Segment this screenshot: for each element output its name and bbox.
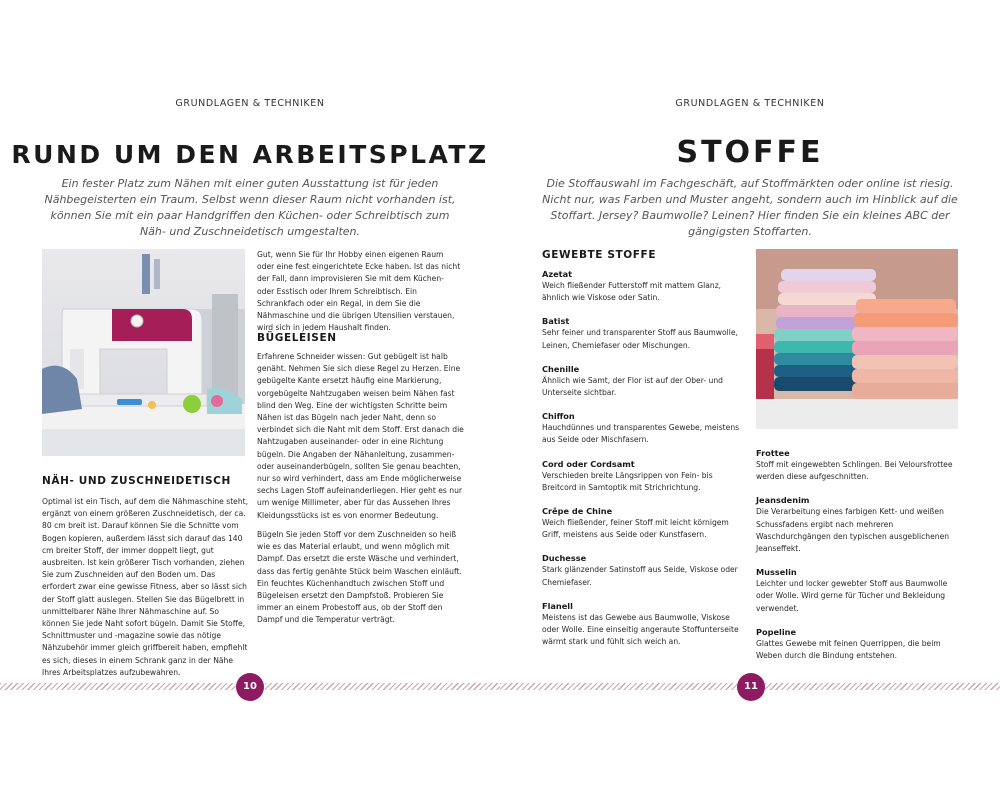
paragraph-naeh-und-zuschneidetisch: Optimal ist ein Tisch, auf dem die Nähmaschine steht, ergänzt von einem größeren Zuschneidetisch, der ca. 80 cm breit ist. Darauf können Sie die Schnitte vom Bogen kopieren, außerdem lässt sich darauf das 140 cm breiter Stoff, der immer doppelt liegt, gut ausbreiten. Ist kein größerer Tisch vorhanden, ziehen Sie zum Zuschneiden auf den Boden um. Das erfordert zwar eine gewisse Fitness, aber so lässt sich der Stoff glatt auslegen. Stellen Sie das Bügelbrett in unmittelbarer Nähe Ihrer Nähmaschine auf. So können Sie jede Naht sofort bügeln. Damit Sie Stoffe, Schnittmuster und -magazine sowie das nötige Nähzubehör immer gleich griffbereit haben, empfiehlt es sich, dieses in einem Schrank ganz in der Nähe Ihres Arbeitsplatzes aufzubewahren. xyxy=(42,497,249,677)
fabric-entry xyxy=(542,315,742,351)
fabric-entry xyxy=(542,505,742,541)
fabric-definition: Stoff mit eingewebten Schlingen. Bei Veloursfrottee werden diese aufgeschnitten. xyxy=(756,460,953,482)
fabric-list-col2 xyxy=(756,447,961,673)
heading-gewebte-stoffe: GEWEBTE STOFFE xyxy=(542,249,657,261)
fabric-definition: Sehr feiner und transparenter Stoff aus Baumwolle, Leinen, Chemiefaser oder Mischungen. xyxy=(542,328,738,350)
fabric-term: Popeline xyxy=(756,626,797,637)
paragraph-buegeleisen-2: Bügeln Sie jeden Stoff vor dem Zuschneiden so heiß wie es das Material erlaubt, und wenn möglich mit Dampf. Das ersetzt die erste Wäsche und verhindert, dass das fertig genähte Stück beim Waschen einläuft. Ein feuchtes Küchenhandtuch zwischen Stoff und Bügeleisen ersetzt den Dampfstoß. Probieren Sie immer an einem Probestoff aus, ob der Stoff den Dampf und die Temperatur verträgt. xyxy=(257,530,462,625)
fabric-stack-illustration xyxy=(756,249,958,429)
heading-buegeleisen: BÜGELEISEN xyxy=(257,332,337,344)
fabric-entry xyxy=(542,268,742,304)
fabric-term: Flanell xyxy=(542,600,573,611)
section-label-left: GRUNDLAGEN & TECHNIKEN xyxy=(175,98,325,109)
footer-stripe-right-2 xyxy=(765,683,1000,690)
fabric-term: Cord oder Cordsamt xyxy=(542,458,635,469)
fabric-stack-photo xyxy=(756,249,958,429)
footer-stripe-right xyxy=(500,683,737,690)
paragraph-eigener-raum: Gut, wenn Sie für Ihr Hobby einen eigenen Raum oder eine fest eingerichtete Ecke haben. Ist das nicht der Fall, dann improvisieren Sie mit dem Küchen- oder Esstisch oder Ihrem Schreibtisch. Ein Schrankfach oder ein Regal, in dem Sie die Nähmaschine und die übrigen Utensilien verstauen, wird sich in jedem Haushalt finden. xyxy=(257,250,461,333)
fabric-term: Azetat xyxy=(542,269,573,279)
intro-right: Die Stoffauswahl im Fachgeschäft, auf Stoffmärkten oder online ist riesig. Nicht nur, was Farben und Muster angeht, sondern auch im Hinblick auf die Stoffart. Jersey? Baumwolle? Leinen? Hier finden Sie ein kleines ABC der gängigsten Stoffarten. xyxy=(542,177,958,238)
page-number-left: 10 xyxy=(236,673,264,701)
fabric-term: Duchesse xyxy=(542,553,587,564)
fabric-definition: Weich fließender Futterstoff mit mattem Glanz, ähnlich wie Viskose oder Satin. xyxy=(542,281,722,303)
page-title-left: RUND UM DEN ARBEITSPLATZ xyxy=(11,140,489,169)
fabric-pile-right xyxy=(852,299,958,399)
fabric-entry xyxy=(542,363,742,399)
footer-stripe-left xyxy=(0,683,236,690)
fabric-list-col1 xyxy=(542,268,742,659)
right-page xyxy=(500,0,1000,800)
fabric-term: Crêpe de Chine xyxy=(542,506,613,517)
fabric-term: Jeansdenim xyxy=(756,495,810,506)
fabric-term: Chenille xyxy=(542,363,580,374)
fabric-term: Chiffon xyxy=(542,411,575,422)
fabric-entry xyxy=(756,566,961,615)
fabric-entry xyxy=(542,410,742,446)
fabric-entry xyxy=(542,458,742,494)
fabric-definition: Stark glänzender Satinstoff aus Seide, Viskose oder Chemiefaser. xyxy=(542,565,738,587)
fabric-definition: Weich fließender, feiner Stoff mit leicht körnigem Griff, meistens aus Seide oder Kunstfasern. xyxy=(542,518,729,540)
fabric-entry xyxy=(756,626,961,662)
page-number-right: 11 xyxy=(737,673,765,701)
fabric-definition: Die Verarbeitung eines farbigen Kett- und weißen Schussfadens ergibt nach mehreren Waschdurchgängen den typischen ausgeblichenen Jeanseffekt. xyxy=(756,507,950,554)
footer-stripe-left-2 xyxy=(265,683,500,690)
fabric-definition: Ähnlich wie Samt, der Flor ist auf der Ober- und Unterseite sichtbar. xyxy=(542,375,723,398)
fabric-entry xyxy=(756,494,961,555)
fabric-entry xyxy=(756,447,961,483)
fabric-term: Musselin xyxy=(756,567,797,578)
fabric-entry xyxy=(542,552,742,588)
paragraph-buegeleisen-1: Erfahrene Schneider wissen: Gut gebügelt ist halb genäht. Nehmen Sie sich diese Regel zu Herzen. Eine gebügelte Kante ersetzt häufig eine Markierung, vorgebügelte Nahtzugaben weisen beim Nähen fast blind den Weg. Eine der wichtigsten Schritte beim Nähen ist das Bügeln nach jeder Naht, denn so verbindet sich die Naht mit dem Stoff. Erst danach die Nahtzugaben auseinander- oder in eine Richtung bügeln. Die Angaben der Nähanleitung, zusammen- oder auseinanderbügeln, sollten Sie genau beachten, nur so wird verhindert, dass am Ende möglicherweise sechs Lagen Stoff aufeinanderliegen. Hier geht es nur um wenige Millimeter, aber für das Aussehen Ihres Kleidungsstücks ist es von enormer Bedeutung. xyxy=(257,352,464,520)
fabric-definition: Hauchdünnes und transparentes Gewebe, meistens aus Seide oder Mischfasern. xyxy=(542,423,740,445)
sewing-machine-photo xyxy=(42,249,245,456)
sewing-machine-illustration xyxy=(42,249,245,456)
section-label-right: GRUNDLAGEN & TECHNIKEN xyxy=(675,98,825,109)
fabric-definition: Verschieden breite Längsrippen von Fein- bis Breitcord in Samtoptik mit Strichrichtung. xyxy=(542,470,713,492)
fabric-term: Batist xyxy=(542,316,570,327)
fabric-term: Frottee xyxy=(756,448,790,458)
intro-left: Ein fester Platz zum Nähen mit einer guten Ausstattung ist für jeden Nähbegeisterten ein Traum. Selbst wenn dieser Raum nicht vorhanden ist, können Sie mit ein paar Handgriffen den Küchen- oder Schreibtisch zum Näh- und Zuschneidetisch umgestalten. xyxy=(44,177,456,238)
fabric-definition: Meistens ist das Gewebe aus Baumwolle, Viskose oder Wolle. Eine einseitig angeraute Stoffunterseite wärmt stark und fühlt sich weich an. xyxy=(542,612,739,647)
fabric-definition: Leichter und locker gewebter Stoff aus Baumwolle oder Wolle. Wird gerne für Tücher und Bekleidung verwendet. xyxy=(756,579,948,613)
fabric-entry xyxy=(542,600,742,649)
heading-naeh-und-zuschneidetisch: NÄH- UND ZUSCHNEIDETISCH xyxy=(42,475,231,487)
page-title-right: STOFFE xyxy=(676,135,824,170)
fabric-definition: Glattes Gewebe mit feinen Querrippen, die beim Weben durch die Bindung entstehen. xyxy=(756,638,941,661)
